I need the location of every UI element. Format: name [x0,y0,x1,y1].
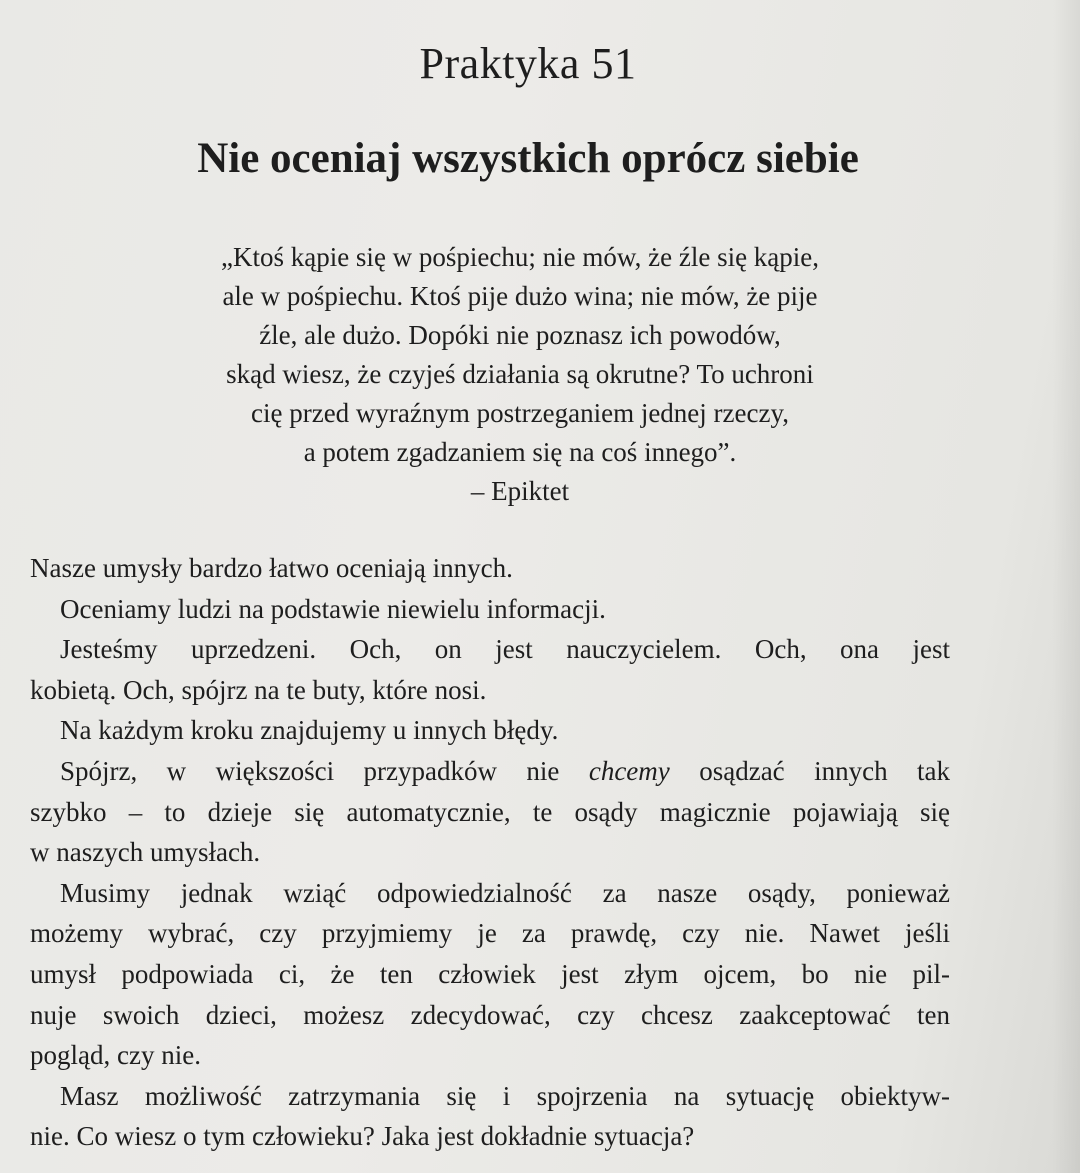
body-line: Masz możliwość zatrzymania się i spojrzenia na sytuację obiektyw- [60,1080,950,1111]
body-line: Musimy jednak wziąć odpowiedzialność za nasze osądy, ponieważ [60,877,950,908]
body-line: w naszych umysłach. [30,837,261,868]
body-line: Na każdym kroku znajdujemy u innych błędy. [60,715,559,746]
body-line [30,751,950,792]
body-line: kobietą. Och, spójrz na te buty, które nosi. [30,674,487,705]
page-edge-shadow [1052,0,1080,1173]
epigraph-line: ale w pośpiechu. Ktoś pije dużo wina; nie mów, że pije [222,281,818,311]
body-line: Nasze umysły bardzo łatwo oceniają innych. [30,553,513,583]
emphasized-word: chcemy [588,755,670,786]
epigraph-attribution: – Epiktet [470,476,570,506]
body-line: nuje swoich dzieci, możesz zdecydować, czy chcesz zaakceptować ten [30,999,950,1030]
body-line-part: Spójrz, w większości przypadków nie [60,755,560,786]
body-line: szybko – to dzieje się automatycznie, te osądy magicznie pojawiają się [30,796,950,827]
epigraph-line: cię przed wyraźnym postrzeganiem jednej rzeczy, [251,398,789,428]
body-line: Jesteśmy uprzedzeni. Och, on jest nauczycielem. Och, ona jest [60,634,950,665]
body-line-part: osądzać innych tak [699,755,951,786]
epigraph-line: źle, ale dużo. Dopóki nie poznasz ich powodów, [259,320,781,350]
body-line: Oceniamy ludzi na podstawie niewielu informacji. [60,593,606,624]
epigraph-line: a potem zgadzaniem się na coś innego”. [303,437,737,467]
chapter-number: Praktyka 51 [419,39,637,88]
body-line: nie. Co wiesz o tym człowieku? Jaka jest dokładnie sytuacja? [30,1121,695,1152]
epigraph-line: skąd wiesz, że czyjeś działania są okrutne? To uchroni [226,359,814,389]
epigraph-line: „Ktoś kąpie się w pośpiechu; nie mów, że źle się kąpie, [220,242,820,272]
body-text [30,548,950,1157]
chapter-title: Nie oceniaj wszystkich oprócz siebie [197,135,859,182]
body-line: pogląd, czy nie. [30,1040,201,1071]
body-line: możemy wybrać, czy przyjmiemy je za prawdę, czy nie. Nawet jeśli [30,918,950,949]
body-line: umysł podpowiada ci, że ten człowiek jest złym ojcem, bo nie pil- [30,958,950,989]
epigraph-quote [150,238,890,511]
